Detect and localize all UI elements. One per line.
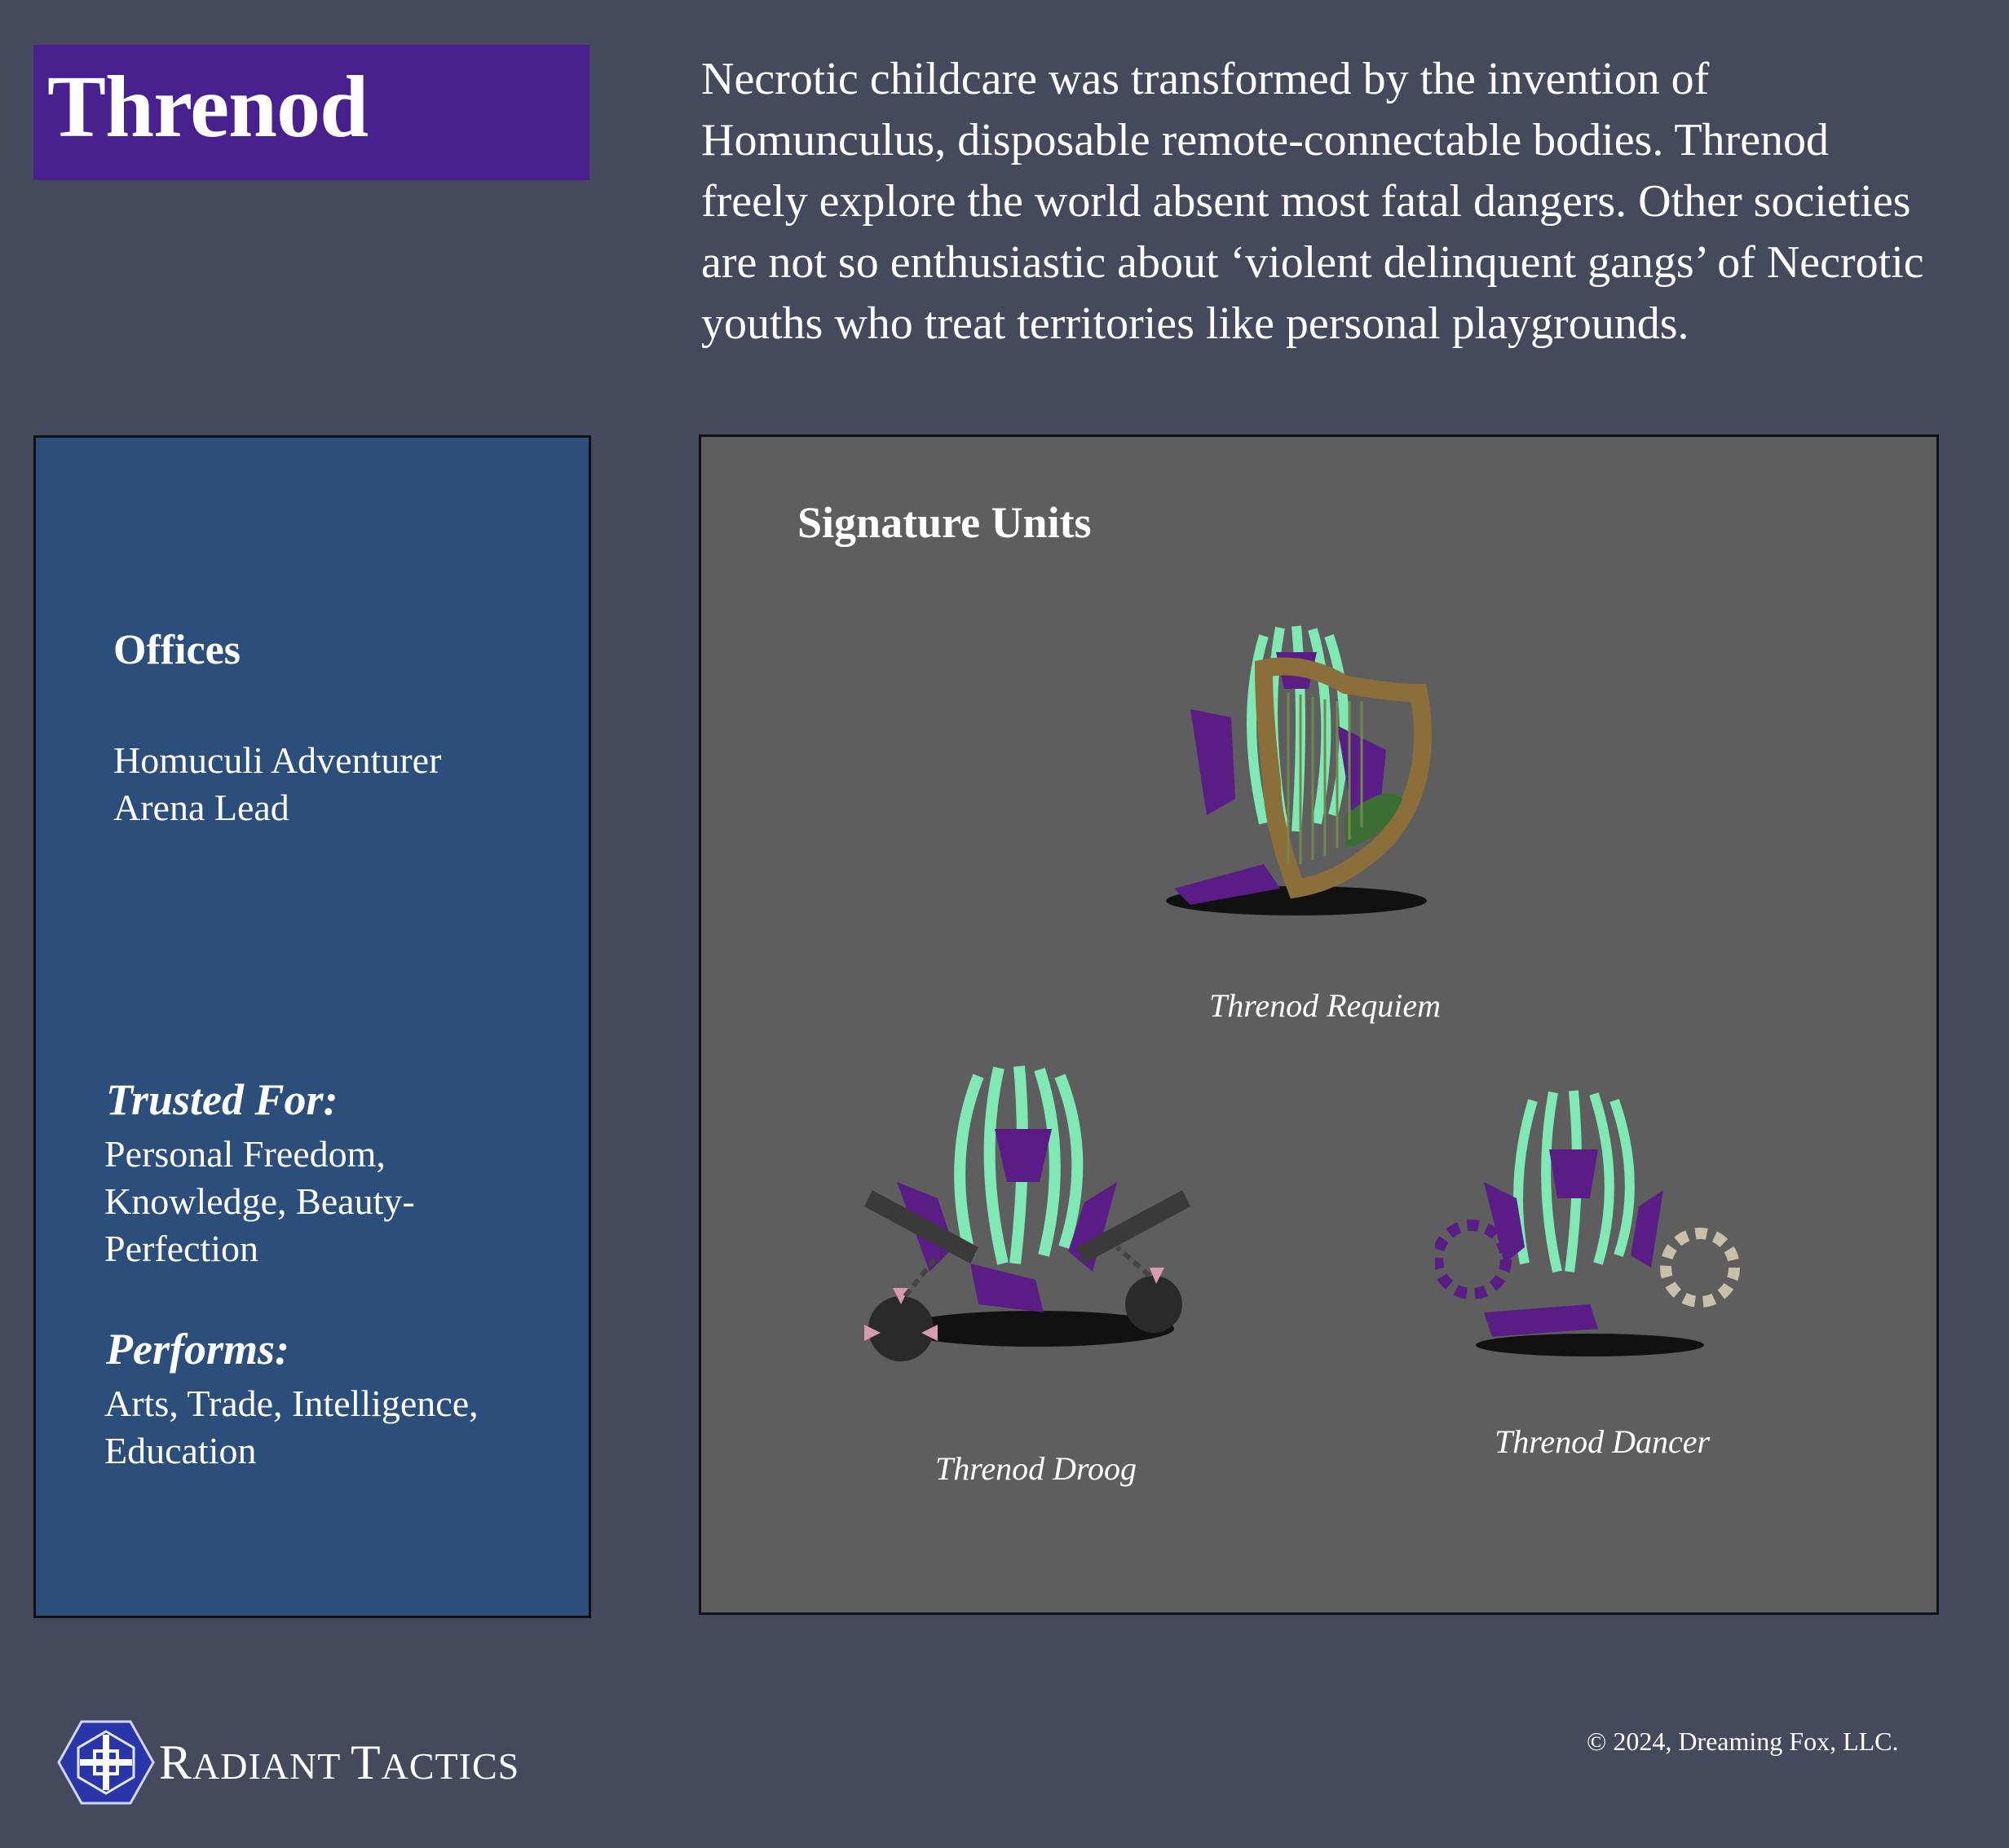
harp-unit-illustration: [1141, 620, 1451, 921]
unit-caption: Threnod Dancer: [1495, 1423, 1711, 1460]
office-item: Arena Lead: [113, 787, 289, 828]
faction-description: Necrotic childcare was transformed by the invention of Homunculus, disposable remote-connectable bodies. Threnod freely explore the world absent most fatal dangers. Other societies are not so enthusiastic about ‘violent delinquent gangs’ of Necrotic youths who treat territories like personal playgrounds.: [701, 54, 1924, 349]
flail-unit-illustration: [848, 1060, 1207, 1386]
faction-title: Threnod: [47, 59, 369, 156]
offices-heading: Offices: [113, 627, 241, 673]
office-item: Homuculi Adventurer: [113, 739, 442, 781]
performs-text: Arts, Trade, Intelligence, Education: [104, 1383, 479, 1471]
copyright-text: © 2024, Dreaming Fox, LLC.: [1587, 1727, 1899, 1756]
trusted-for-heading: Trusted For:: [106, 1075, 338, 1124]
brand-name: RADIANT TACTICS: [159, 1736, 520, 1789]
signature-units-heading: Signature Units: [797, 498, 1092, 547]
trusted-for-text: Personal Freedom, Knowledge, Beauty-Perfection: [104, 1133, 415, 1269]
radiant-tactics-logo-icon: [57, 1720, 155, 1805]
unit-caption: Threnod Requiem: [1209, 987, 1442, 1024]
signature-units-panel: [699, 434, 1939, 1615]
ring-dancer-unit-illustration: [1435, 1084, 1753, 1361]
unit-caption: Threnod Droog: [935, 1450, 1137, 1487]
performs-heading: Performs:: [106, 1325, 289, 1374]
